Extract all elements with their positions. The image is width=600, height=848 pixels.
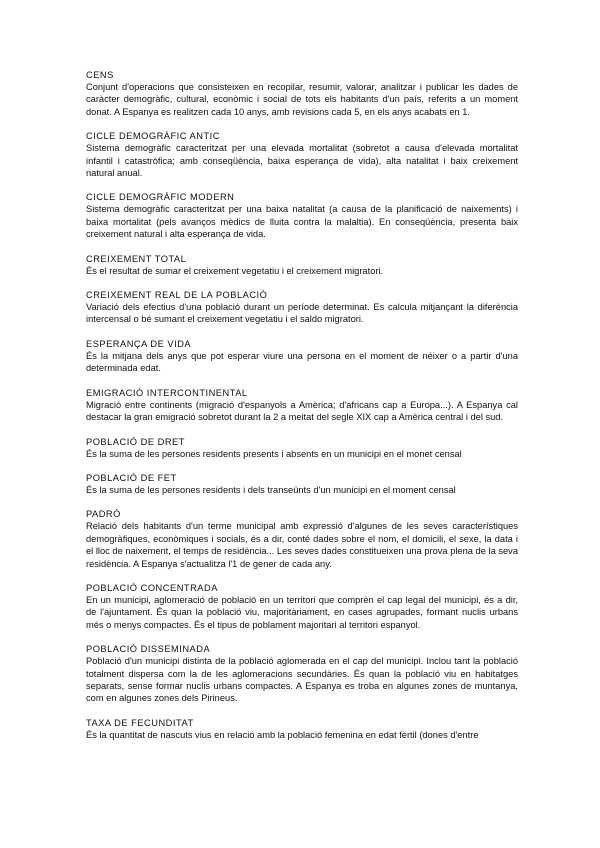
entry-term: POBLACIÓ DE DRET: [86, 436, 185, 447]
entry-term: ESPERANÇA DE VIDA: [86, 338, 192, 349]
entry-term: CREIXEMENT REAL DE LA POBLACIÓ: [86, 290, 268, 301]
glossary-entry-esperanca-vida: [86, 339, 518, 375]
glossary-entry-taxa-fecunditat: [86, 718, 518, 741]
glossary-entry-poblacio-concentrada: [86, 583, 518, 631]
entry-definition: Sistema demogràfic caracteritzat per una elevada mortalitat (sobretot a causa d'elevada mortalitat infantil i catastròfica; amb conseqüència, baixa esperança de vida), alta natalitat i baix creixement natural anual.: [86, 143, 518, 179]
glossary-entry-poblacio-dret: [86, 437, 518, 460]
glossary-entry-cicle-modern: [86, 192, 518, 240]
entry-definition: És la suma de les persones residents i dels transeünts d'un municipi en el moment censal: [86, 484, 456, 495]
entry-definition: Relació dels habitants d'un terme municipal amb expressió d'algunes de les seves característiques demogràfiques, econòmiques i socials, és a dir, conté dades sobre el nom, el domicili, el sexe, la data i el lloc de naixement, el temps de residència... Les seves dades constitueixen una prova plena de la seva residència. A Espanya s'actualitza l'1 de gener de cada any.: [86, 521, 518, 569]
entry-term: PADRÓ: [86, 509, 121, 520]
glossary-entry-cicle-antic: [86, 131, 518, 179]
entry-term: POBLACIÓ CONCENTRADA: [86, 582, 218, 593]
entry-term: POBLACIÓ DE FET: [86, 472, 177, 483]
entry-definition: Població d'un municipi distinta de la població aglomerada en el cap del municipi. Inclou tant la població totalment dispersa com la de les aglomeracions secundàries. És quan la població viu en habitatges separats, sense formar nuclis urbans compactes. A Espanya es troba en algunes zones de muntanya, com en algunes zones dels Pirineus.: [86, 656, 518, 704]
glossary-entry-padro: [86, 509, 518, 570]
entry-definition: Migració entre continents (migració d'espanyols a Amèrica; d'africans cap a Europa...). A Espanya cal destacar la gran emigració sobretot durant la 2 a meitat del segle XIX cap a Amèrica central i del sud.: [86, 399, 518, 423]
entry-definition: En un municipi, aglomeració de població en un territori que comprèn el cap legal del municipi, és a dir, de l'ajuntament. És quan la població viu, majoritàriament, en cases agrupades, formant nuclis urbans més o menys compactes. És el tipus de poblament majoritari al territori espanyol.: [86, 594, 518, 630]
glossary-entry-cens: [86, 70, 518, 118]
glossary-entry-emigracio: [86, 388, 518, 424]
entry-definition: És la quantitat de nascuts vius en relació amb la població femenina en edat fèrtil (dones d'entre: [86, 729, 479, 740]
glossary-entry-poblacio-fet: [86, 473, 518, 496]
entry-definition: És la suma de les persones residents presents i absents en un municipi en el monet censal: [86, 448, 462, 459]
entry-term: EMIGRACIÓ INTERCONTINENTAL: [86, 387, 248, 398]
entry-term: POBLACIÓ DISSEMINADA: [86, 644, 211, 655]
entry-definition: És la mitjana dels anys que pot esperar viure una persona en el moment de néixer o a partir d'una determinada edat.: [86, 350, 518, 374]
glossary-entry-creixement-real: [86, 290, 518, 326]
glossary-entry-poblacio-disseminada: [86, 644, 518, 705]
entry-term: CREIXEMENT TOTAL: [86, 253, 187, 264]
entry-term: CENS: [86, 70, 114, 80]
glossary-entry-creixement-total: [86, 254, 518, 277]
entry-term: CICLE DEMOGRÀFIC MODERN: [86, 192, 235, 203]
glossary: [86, 70, 518, 754]
entry-definition: És el resultat de sumar el creixement vegetatiu i el creixement migratori.: [86, 265, 384, 276]
entry-term: CICLE DEMOGRÀFIC ANTIC: [86, 131, 220, 142]
entry-definition: Sistema demogràfic caracteritzat per una baixa natalitat (a causa de la planificació de naixements) i baixa mortalitat (pels avanços mèdics de lluita contra la malaltia). En conseqüència, presenta baix creixement natural i alta esperança de vida.: [86, 204, 518, 240]
entry-term: TAXA DE FECUNDITAT: [86, 717, 194, 728]
entry-definition: Variació dels efectius d'una població durant un període determinat. Es calcula mitjançant la diferència intercensal o bé sumant el creixement vegetatiu i el saldo migratori.: [86, 302, 518, 325]
entry-definition: Conjunt d'operacions que consisteixen en recopilar, resumir, valorar, analitzar i publicar les dades de caràcter demogràfic, cultural, econòmic i social de tots els habitants d'un país, referits a un moment donat. A Espanya es realitzen cada 10 anys, amb revisions cada 5, en els anys acabats en 1.: [86, 82, 518, 117]
